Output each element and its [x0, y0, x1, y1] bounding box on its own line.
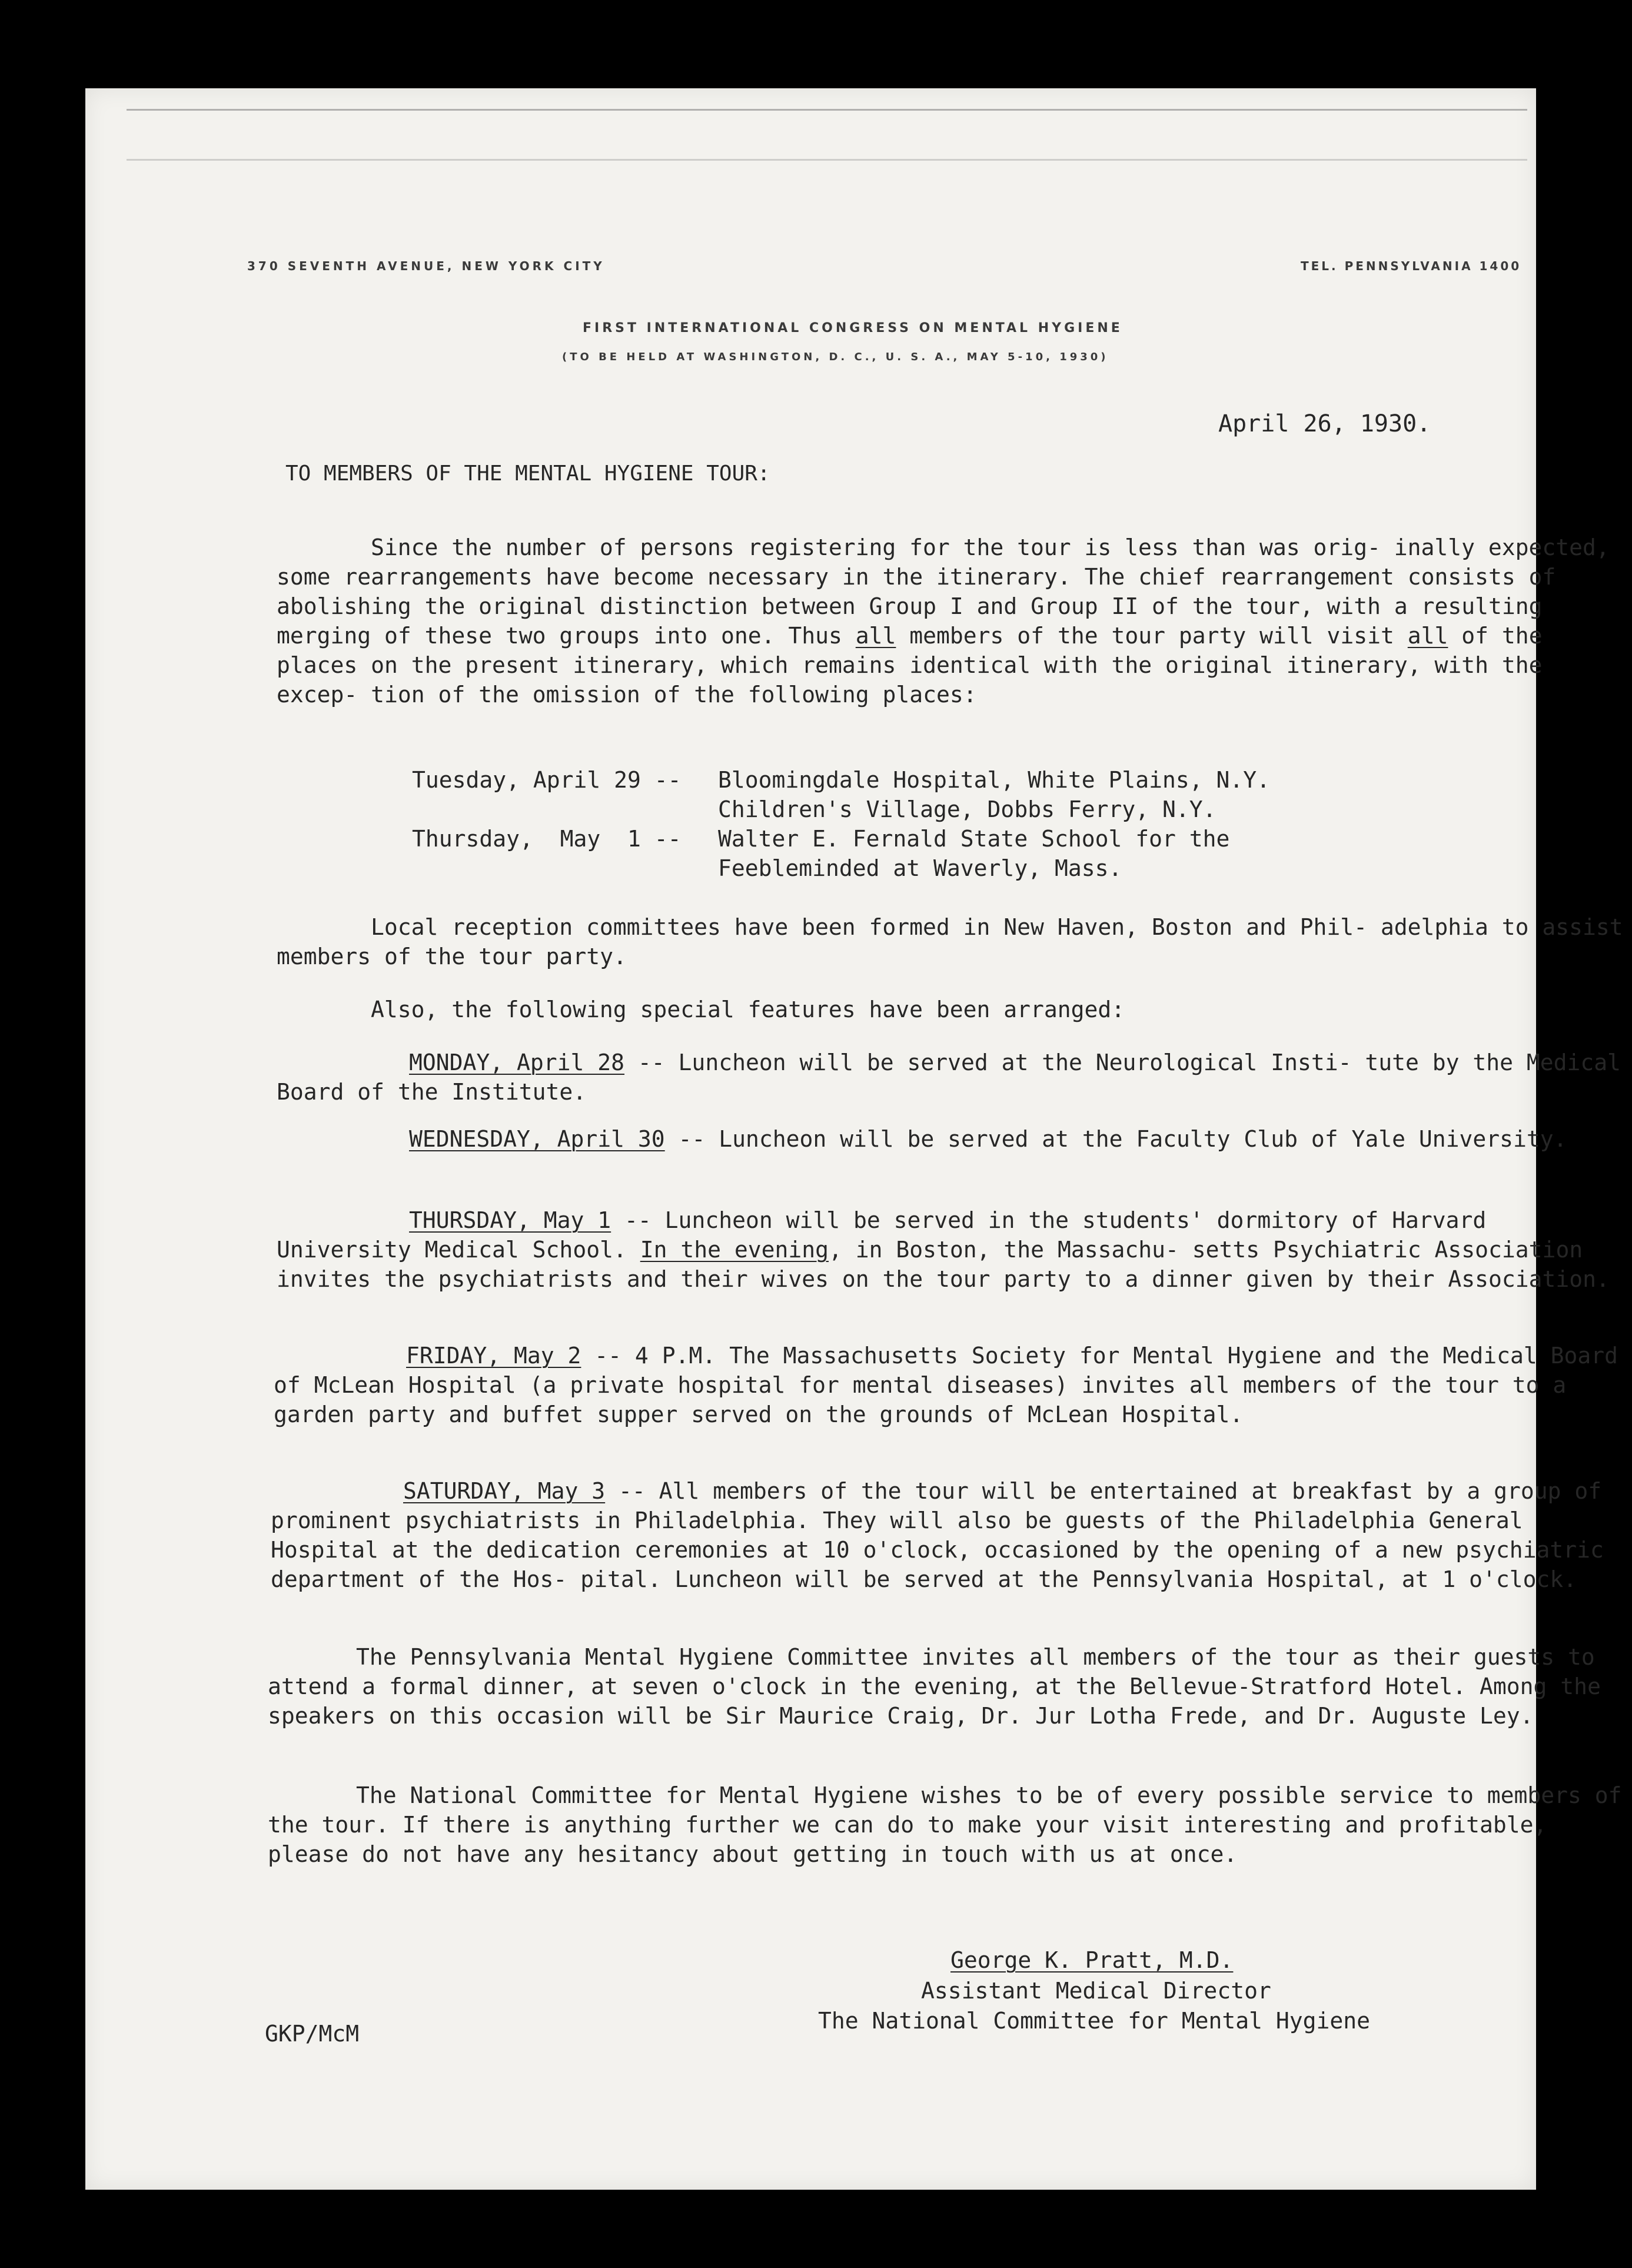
paragraph-line: Maurice Craig, Dr. Jur Lotha Frede, and Dr. Auguste Ley. [779, 1703, 1534, 1729]
omitted-place-name: Walter E. Fernald State School for the [718, 826, 1230, 852]
paragraph-pennsylvania-dinner [268, 1642, 1632, 1731]
paragraph-line: itinerary, which remains identical with the original itinerary, with the excep- [277, 652, 1543, 708]
omitted-place-name: Feebleminded at Waverly, Mass. [718, 855, 1122, 881]
underlined-word: all [855, 623, 896, 649]
letter-date: April 26, 1930. [1218, 410, 1431, 437]
paragraph-line: 10 o'clock, occasioned by the opening of a new psychiatric department of the Hos- [271, 1537, 1604, 1592]
paragraph-line: setts Psychiatric Association invites the psychiatrists and their wives on the [277, 1237, 1583, 1292]
omitted-place-day [412, 854, 718, 883]
paragraph-line: The National Committee for Mental Hygiene wishes to be of every possible [356, 1782, 1326, 1808]
feature-thursday [277, 1206, 1632, 1294]
letterhead-org-subtitle: (TO BE HELD AT WASHINGTON, D. C., U. S. A., MAY 5-10, 1930) [562, 351, 1109, 363]
omitted-place-row [412, 795, 1270, 824]
paragraph-closing [268, 1781, 1632, 1869]
signature-title: Assistant Medical Director [921, 1978, 1271, 2004]
paragraph-line: WEDNESDAY, April 30 -- Luncheon will be served at the Faculty Club of [409, 1126, 1338, 1152]
paragraph-line: Thus all members of the tour party will visit all of the places on the present [277, 623, 1543, 678]
paragraph-line: FRIDAY, May 2 -- 4 P.M. The Massachusetts Society for Mental Hygiene [406, 1343, 1322, 1369]
paragraph-line: your visit interesting and profitable, please do not have any hesitancy about [268, 1812, 1547, 1867]
feature-monday [277, 1048, 1632, 1107]
feature-day-label: FRIDAY, May 2 [406, 1343, 581, 1369]
paragraph-line: The Pennsylvania Mental Hygiene Committee invites all members of the tour [356, 1644, 1339, 1670]
signature-name-text: George K. Pratt, M.D. [950, 1947, 1234, 1973]
underlined-word: all [1407, 623, 1448, 649]
typist-initials: GKP/McM [265, 2021, 360, 2047]
paragraph-line: the Bellevue-Stratford Hotel. Among the speakers on this occasion will be Sir [268, 1673, 1601, 1729]
omitted-place-row [412, 854, 1270, 883]
paragraph-line: pital. Luncheon will be served at the Pennsylvania Hospital, at 1 o'clock. [580, 1566, 1577, 1592]
paragraph-line: chief rearrangement consists of abolishing the original distinction between Group [277, 564, 1556, 619]
omitted-place-name: Bloomingdale Hospital, White Plains, N.Y. [718, 767, 1270, 793]
omitted-place-day [412, 795, 718, 824]
letterhead-address: 370 SEVENTH AVENUE, NEW YORK CITY [247, 259, 605, 273]
paragraph-line: SATURDAY, May 3 -- All members of the tour will be entertained at [403, 1478, 1279, 1504]
signature-organization: The National Committee for Mental Hygiene [818, 2008, 1370, 2034]
paragraph-line: Since the number of persons registering for the tour is less than was orig- [371, 534, 1381, 560]
omitted-place-row [412, 765, 1270, 795]
paragraph-line: tour party to a dinner given by their Association. [936, 1266, 1610, 1292]
paragraph-line: service to members of the tour. If there is anything further we can do to make [268, 1782, 1622, 1838]
feature-saturday [271, 1476, 1632, 1594]
underlined-phrase: In the evening [640, 1237, 829, 1263]
feature-day-label: THURSDAY, May 1 [409, 1207, 611, 1233]
feature-friday [274, 1341, 1632, 1429]
feature-wednesday [277, 1124, 1567, 1154]
omitted-places-list [412, 765, 1270, 883]
feature-day-label: MONDAY, April 28 [409, 1050, 625, 1075]
feature-day-label: SATURDAY, May 3 [403, 1478, 606, 1504]
paragraph-line: I and Group II of the tour, with a resulting merging of these two groups into one. [277, 593, 1543, 649]
paragraph-special-features: Also, the following special features have been arranged: [371, 997, 1125, 1022]
top-rule [127, 109, 1527, 111]
omitted-place-name: Children's Village, Dobbs Ferry, N.Y. [718, 796, 1216, 822]
omitted-place-day: Thursday, May 1 -- [412, 826, 682, 852]
paragraph-line: of Harvard University Medical School. In the evening, in Boston, the Massachu- [277, 1207, 1487, 1263]
paragraph-line: grounds of McLean Hospital. [879, 1402, 1244, 1427]
paragraph-line: MONDAY, April 28 -- Luncheon will be served at the Neurological Insti- [409, 1050, 1352, 1075]
paragraph-line: inally expected, some rearrangements have become necessary in the itinerary. The [277, 534, 1610, 590]
paragraph-line: THURSDAY, May 1 -- Luncheon will be served in the students' dormitory [409, 1207, 1338, 1233]
paragraph-line: getting in touch with us at once. [793, 1841, 1238, 1867]
omitted-place-row [412, 824, 1270, 854]
signature-name [950, 1945, 1233, 1975]
paragraph-line: be guests of the Philadelphia General Hospital at the dedication ceremonies at [271, 1507, 1523, 1563]
letterhead-org-title: FIRST INTERNATIONAL CONGRESS ON MENTAL HYGIENE [583, 321, 1123, 336]
second-rule [127, 159, 1527, 161]
feature-day-label: WEDNESDAY, April 30 [409, 1126, 665, 1152]
paragraph-line: Local reception committees have been formed in New Haven, Boston and Phil- [371, 914, 1367, 940]
paragraph-line: tute by the Medical Board of the Institute. [277, 1050, 1621, 1105]
paragraph-line: as their guests to attend a formal dinner, at seven o'clock in the evening, at [268, 1644, 1595, 1699]
paragraph-line: adelphia to assist members of the tour party. [277, 914, 1623, 969]
paragraph-reception [277, 912, 1632, 971]
paragraph-intro [277, 533, 1632, 709]
paragraph-line: breakfast by a group of prominent psychiatrists in Philadelphia. They will also [271, 1478, 1602, 1533]
omitted-place-day: Tuesday, April 29 -- [412, 767, 682, 793]
paragraph-line: Yale University. [1351, 1126, 1567, 1152]
salutation: TO MEMBERS OF THE MENTAL HYGIENE TOUR: [285, 461, 770, 486]
paragraph-line: and the Medical Board of McLean Hospital (a private hospital for mental diseases) [274, 1343, 1618, 1398]
paragraph-line: tion of the omission of the following places: [371, 682, 977, 708]
letterhead-telephone: TEL. PENNSYLVANIA 1400 [1301, 259, 1522, 273]
paragraph-line: invites all members of the tour to a garden party and buffet supper served on the [274, 1372, 1567, 1427]
